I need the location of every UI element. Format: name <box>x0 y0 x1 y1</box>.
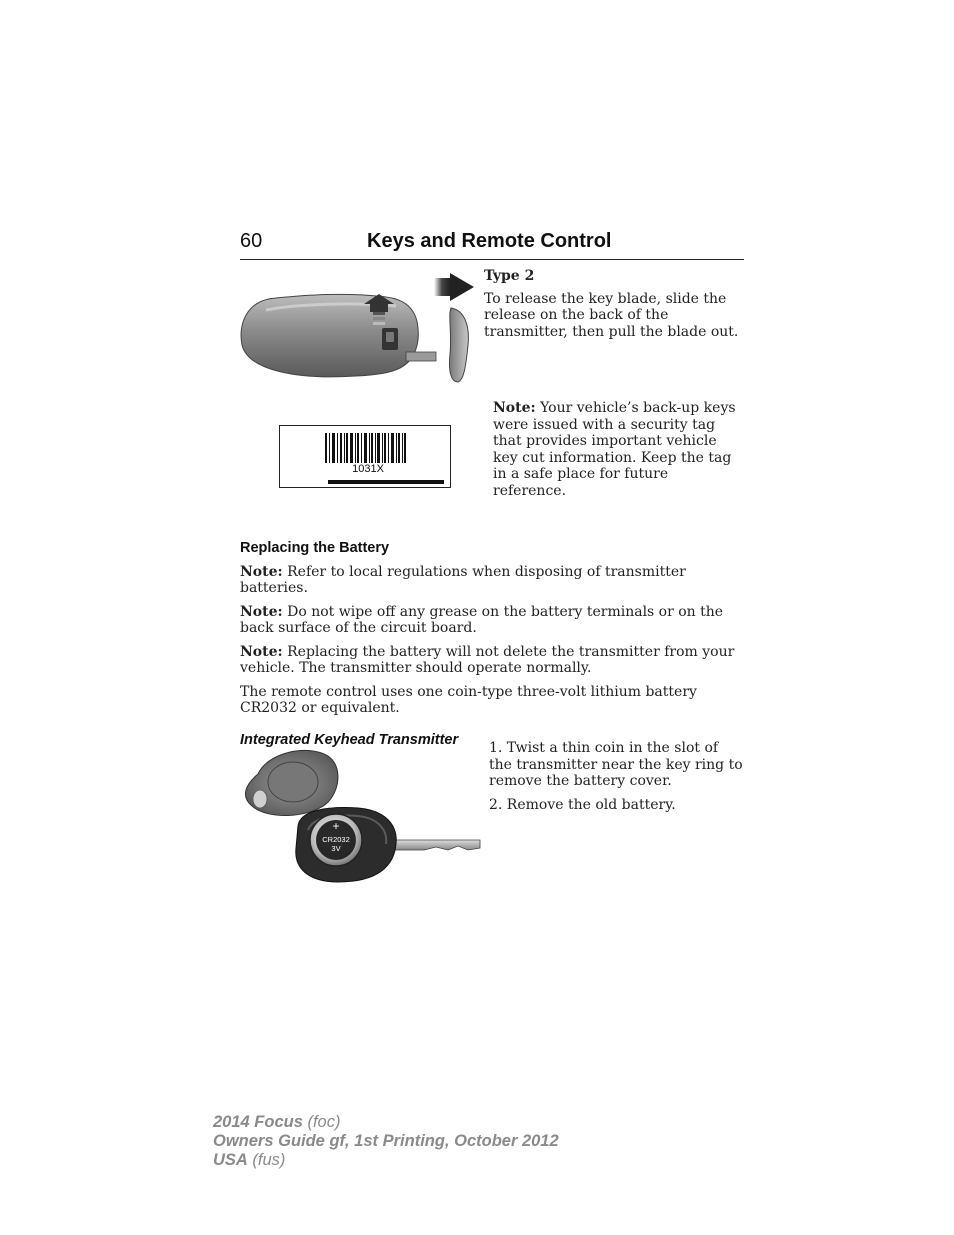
security-note-label: Note: <box>493 400 536 416</box>
keyhead-transmitter-illustration <box>238 744 484 886</box>
note-label: Note: <box>240 563 283 580</box>
battery-model: CR2032 <box>322 835 350 844</box>
integrated-heading: Integrated Keyhead Transmitter <box>240 731 459 748</box>
step-1: 1. Twist a thin coin in the slot of the transmitter near the key ring to remove the battery cover. <box>489 740 743 789</box>
note-label: Note: <box>240 643 283 660</box>
integrated-steps <box>489 740 745 813</box>
type2-heading: Type 2 <box>484 268 535 284</box>
security-tag-barcode <box>279 425 451 488</box>
replacing-battery-section <box>240 540 746 748</box>
battery-plus: + <box>332 819 340 833</box>
page-number: 60 <box>240 230 263 252</box>
barcode-graphic <box>280 426 450 487</box>
footer-line-1 <box>213 1113 559 1132</box>
footer-market: USA <box>213 1151 248 1169</box>
security-note <box>493 400 743 499</box>
step-2: 2. Remove the old battery. <box>489 796 676 813</box>
key-fob-type2-illustration <box>236 270 476 388</box>
type2-section <box>484 268 744 340</box>
footer-edition: Owners Guide gf, 1st Printing, October 2012 <box>213 1132 559 1150</box>
note-text: Replacing the battery will not delete the transmitter from your vehicle. The transmitter should operate normally. <box>240 643 735 676</box>
type2-text: To release the key blade, slide the release on the back of the transmitter, then pull the blade out. <box>484 290 739 340</box>
battery-type-paragraph: The remote control uses one coin-type three-volt lithium battery CR2032 or equivalent. <box>240 683 697 716</box>
note-text: Refer to local regulations when disposing of transmitter batteries. <box>240 563 686 596</box>
footer-market-code: (fus) <box>247 1151 286 1169</box>
barcode-code: 1031X <box>352 463 384 475</box>
note-label: Note: <box>240 603 283 620</box>
footer <box>213 1113 559 1170</box>
battery-voltage: 3V <box>331 844 341 853</box>
note-text: Do not wipe off any grease on the battery terminals or on the back surface of the circuit board. <box>240 603 724 636</box>
header-rule <box>240 259 744 260</box>
footer-line-3 <box>213 1151 559 1170</box>
security-note-text: Your vehicle’s back-up keys were issued with a security tag that provides important vehicle key cut information. Keep the tag in a safe place for future reference. <box>493 400 736 499</box>
footer-model-code: (foc) <box>302 1113 341 1131</box>
replacing-heading: Replacing the Battery <box>240 540 390 556</box>
note-disposal <box>240 564 746 597</box>
note-grease <box>240 604 746 637</box>
footer-line-2 <box>213 1132 559 1151</box>
note-transmitter <box>240 644 746 677</box>
page-title: Keys and Remote Control <box>367 230 612 252</box>
footer-model: 2014 Focus <box>213 1113 303 1131</box>
